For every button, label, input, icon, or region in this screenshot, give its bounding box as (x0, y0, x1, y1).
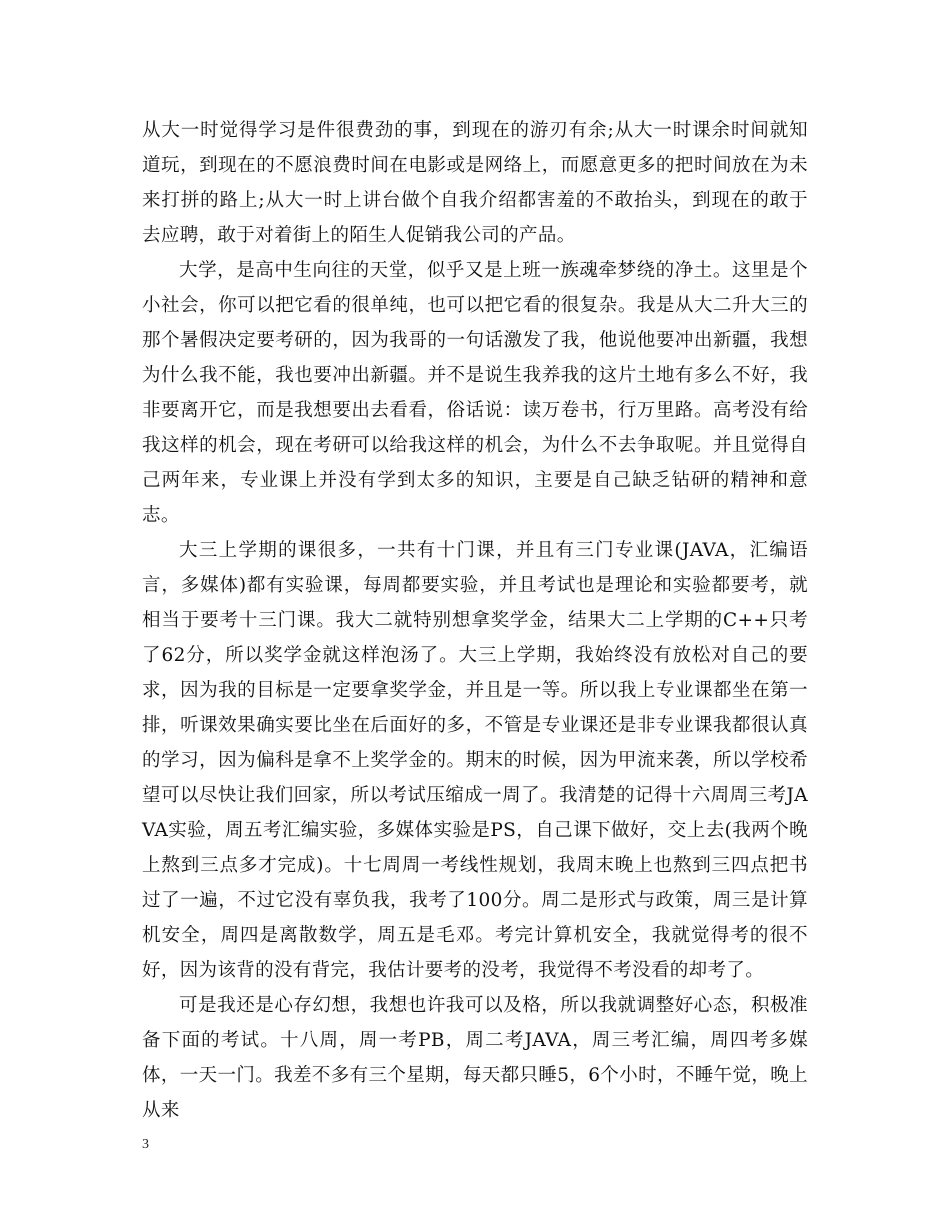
paragraph-2: 大学，是高中生向往的天堂，似乎又是上班一族魂牵梦绕的净土。这里是个小社会，你可以把它看的很单纯，也可以把它看的很复杂。我是从大二升大三的那个暑假决定要考研的，因为我哥的一句话激发了我，他说他要冲出新疆，我想为什么我不能，我也要冲出新疆。并不是说生我养我的这片土地有多么不好，我非要离开它，而是我想要出去看看，俗话说：读万卷书，行万里路。高考没有给我这样的机会，现在考研可以给我这样的机会，为什么不去争取呢。并且觉得自己两年来，专业课上并没有学到太多的知识，主要是自己缺乏钻研的精神和意志。 (142, 260, 808, 526)
paragraph-3: 大三上学期的课很多，一共有十门课，并且有三门专业课(JAVA，汇编语言，多媒体)都有实验课，每周都要实验，并且考试也是理论和实验都要考，就相当于要考十三门课。我大二就特别想拿奖学金，结果大二上学期的C++只考了62分，所以奖学金就这样泡汤了。大三上学期，我始终没有放松对自己的要求，因为我的目标是一定要拿奖学金，并且是一等。所以我上专业课都坐在第一排，听课效果确实要比坐在后面好的多，不管是专业课还是非专业课我都很认真的学习，因为偏科是拿不上奖学金的。期末的时候，因为甲流来袭，所以学校希望可以尽快让我们回家，所以考试压缩成一周了。我清楚的记得十六周周三考JAVA实验，周五考汇编实验，多媒体实验是PS，自己课下做好，交上去(我两个晚上熬到三点多才完成)。十七周周一考线性规划，我周末晚上也熬到三四点把书过了一遍，不过它没有辜负我，我考了100分。周二是形式与政策，周三是计算机安全，周四是离散数学，周五是毛邓。考完计算机安全，我就觉得考的很不好，因为该背的没有背完，我估计要考的没考，我觉得不考没看的却考了。 (142, 540, 808, 981)
page-number: 3 (142, 1137, 149, 1152)
paragraph-1: 从大一时觉得学习是件很费劲的事，到现在的游刃有余;从大一时课余时间就知道玩，到现在的不愿浪费时间在电影或是网络上，而愿意更多的把时间放在为未来打拼的路上;从大一时上讲台做个自我介绍都害羞的不敢抬头，到现在的敢于去应聘，敢于对着街上的陌生人促销我公司的产品。 (142, 120, 808, 246)
paragraph-4: 可是我还是心存幻想，我想也许我可以及格，所以我就调整好心态，积极准备下面的考试。十八周，周一考PB，周二考JAVA，周三考汇编，周四考多媒体，一天一门。我差不多有三个星期，每天都只睡5，6个小时，不睡午觉，晚上从来 (142, 995, 808, 1121)
body-text (142, 113, 808, 1128)
